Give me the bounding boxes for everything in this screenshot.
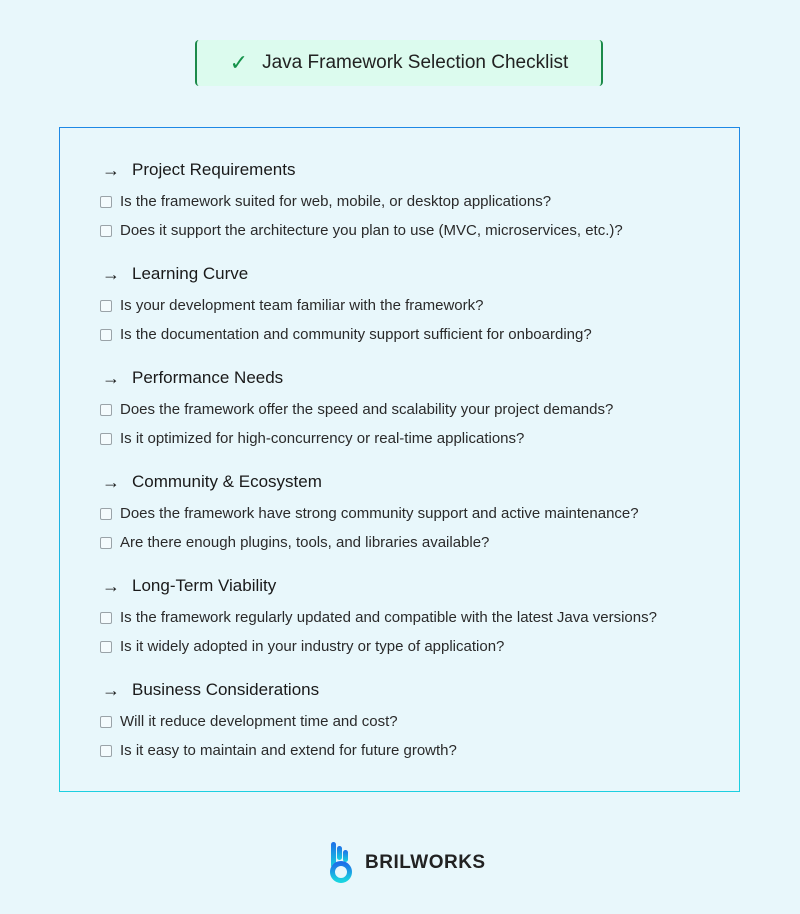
arrow-right-icon: →	[102, 159, 120, 180]
checkbox[interactable]	[100, 225, 112, 237]
section-heading	[100, 157, 623, 183]
checklist-item-text: Does the framework have strong community support and active maintenance?	[120, 505, 639, 522]
checklist-section	[100, 469, 639, 557]
section-heading	[100, 469, 639, 495]
arrow-right-icon: →	[102, 471, 120, 492]
checkbox[interactable]	[100, 404, 112, 416]
section-heading	[100, 677, 457, 703]
section-heading-text: Community & Ecosystem	[132, 472, 322, 491]
checklist-section	[100, 157, 623, 245]
checklist-section	[100, 261, 592, 349]
checkbox[interactable]	[100, 508, 112, 520]
checkbox[interactable]	[100, 612, 112, 624]
checklist-item[interactable]	[100, 216, 623, 245]
checklist-card	[59, 127, 740, 792]
checklist-item-text: Does the framework offer the speed and scalability your project demands?	[120, 401, 614, 418]
checklist-item-text: Is your development team familiar with the framework?	[120, 297, 484, 314]
checklist-item-text: Is it optimized for high-concurrency or real-time applications?	[120, 430, 525, 447]
section-heading-text: Performance Needs	[132, 368, 284, 387]
section-heading-text: Learning Curve	[132, 264, 249, 283]
checklist-item-text: Will it reduce development time and cost?	[120, 713, 398, 730]
checklist-item[interactable]	[100, 320, 592, 349]
checklist-item-text: Is it widely adopted in your industry or type of application?	[120, 638, 505, 655]
checklist-item[interactable]	[100, 395, 613, 424]
checklist-item-text: Is the framework suited for web, mobile, or desktop applications?	[120, 193, 552, 210]
checklist-item[interactable]	[100, 528, 639, 557]
checklist-section	[100, 677, 457, 765]
checklist-item[interactable]	[100, 424, 613, 453]
check-icon: ✓	[229, 50, 249, 75]
checkbox[interactable]	[100, 716, 112, 728]
checklist-title-banner	[195, 40, 603, 86]
checkbox[interactable]	[100, 537, 112, 549]
brand-name: BRILWORKS	[365, 852, 486, 873]
arrow-right-icon: →	[102, 679, 120, 700]
brilworks-logo-icon	[329, 842, 355, 884]
section-heading	[100, 261, 592, 287]
checkbox[interactable]	[100, 433, 112, 445]
checkbox[interactable]	[100, 300, 112, 312]
checklist-item-text: Are there enough plugins, tools, and libraries available?	[120, 534, 490, 551]
arrow-right-icon: →	[102, 367, 120, 388]
checklist-item[interactable]	[100, 632, 657, 661]
section-heading-text: Business Considerations	[132, 680, 320, 699]
checklist-item[interactable]	[100, 603, 657, 632]
checklist-item[interactable]	[100, 736, 457, 765]
checklist-item-text: Is it easy to maintain and extend for future growth?	[120, 742, 457, 759]
arrow-right-icon: →	[102, 263, 120, 284]
checkbox[interactable]	[100, 641, 112, 653]
section-heading-text: Long-Term Viability	[132, 576, 277, 595]
section-heading	[100, 573, 657, 599]
checklist-item[interactable]	[100, 499, 639, 528]
checklist-section	[100, 365, 613, 453]
checkbox[interactable]	[100, 745, 112, 757]
checklist-item-text: Is the framework regularly updated and compatible with the latest Java versions?	[120, 609, 657, 626]
arrow-right-icon: →	[102, 575, 120, 596]
section-heading	[100, 365, 613, 391]
checkbox[interactable]	[100, 196, 112, 208]
checkbox[interactable]	[100, 329, 112, 341]
checklist-item[interactable]	[100, 187, 623, 216]
checklist-item-text: Is the documentation and community support sufficient for onboarding?	[120, 326, 592, 343]
checklist-item[interactable]	[100, 291, 592, 320]
section-heading-text: Project Requirements	[132, 160, 296, 179]
checklist-section	[100, 573, 657, 661]
checklist-item[interactable]	[100, 707, 457, 736]
brilworks-logo	[329, 842, 486, 884]
checklist-item-text: Does it support the architecture you plan to use (MVC, microservices, etc.)?	[120, 222, 623, 239]
checklist-title: Java Framework Selection Checklist	[262, 52, 569, 73]
